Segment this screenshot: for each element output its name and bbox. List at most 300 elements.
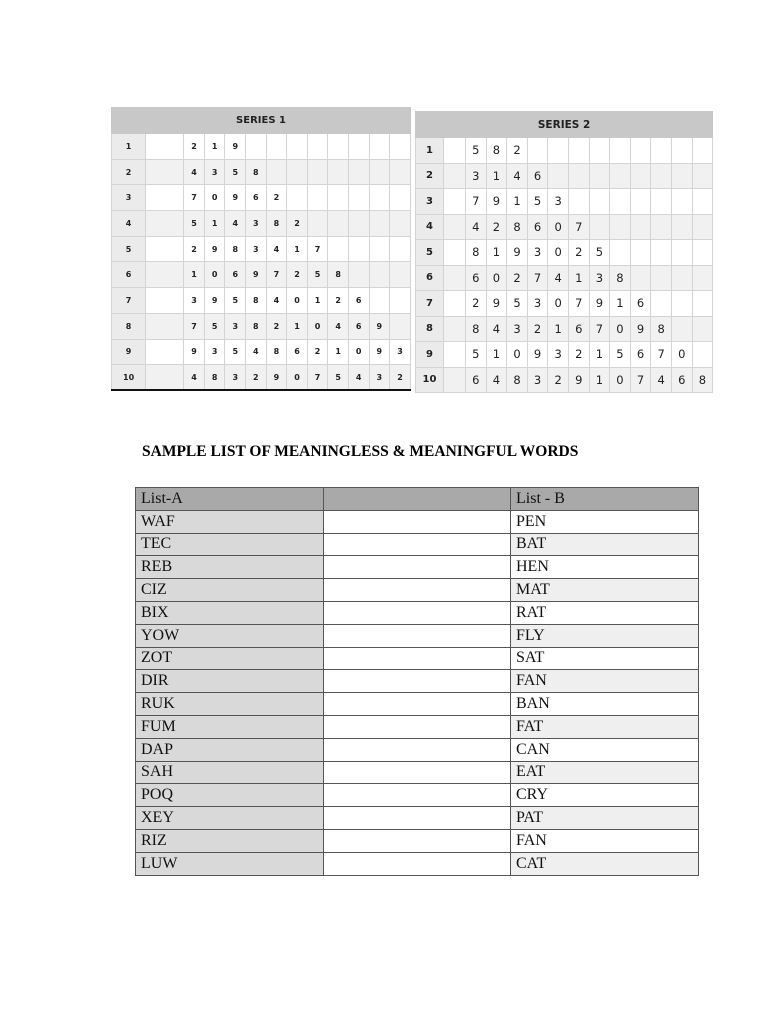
series-2-row	[416, 291, 713, 317]
series-2-digit-cell: 9	[568, 367, 589, 393]
series-1-digit-cell: 9	[184, 339, 205, 365]
word-row	[136, 761, 699, 784]
series-2-digit-cell: 0	[486, 265, 507, 291]
series-2-table	[415, 111, 713, 393]
series-1-table	[111, 107, 411, 391]
series-1-digit-cell	[328, 134, 349, 160]
list-b-word: EAT	[511, 761, 699, 784]
list-a-word: ZOT	[136, 647, 324, 670]
series-1-spacer-cell	[146, 313, 184, 339]
series-1-row-number: 9	[112, 339, 146, 365]
list-b-word: CAT	[511, 852, 699, 875]
middle-blank-cell	[324, 647, 511, 670]
series-1-digit-cell	[369, 211, 390, 237]
series-2-digit-cell: 9	[589, 291, 610, 317]
series-2-digit-cell: 3	[589, 265, 610, 291]
series-1-spacer-cell	[146, 288, 184, 314]
series-1-digit-cell	[246, 134, 267, 160]
series-2-row-number: 6	[416, 265, 444, 291]
series-1-digit-cell	[307, 185, 328, 211]
series-2-digit-cell	[692, 291, 713, 317]
series-2-digit-cell: 3	[548, 342, 569, 368]
series-1-digit-cell: 2	[390, 365, 411, 391]
list-b-word: FLY	[511, 624, 699, 647]
middle-blank-cell	[324, 693, 511, 716]
series-1-digit-cell	[348, 262, 369, 288]
series-1-digit-cell: 1	[204, 134, 225, 160]
series-2-row	[416, 163, 713, 189]
series-2-row	[416, 367, 713, 393]
series-2-digit-cell	[610, 163, 631, 189]
list-b-word: HEN	[511, 556, 699, 579]
series-1-digit-cell: 3	[390, 339, 411, 365]
list-a-word: REB	[136, 556, 324, 579]
series-1-digit-cell: 8	[266, 339, 287, 365]
series-1-spacer-cell	[146, 159, 184, 185]
series-2-row-number: 9	[416, 342, 444, 368]
series-2-digit-cell: 1	[610, 291, 631, 317]
series-1-digit-cell	[390, 313, 411, 339]
word-row	[136, 829, 699, 852]
series-1-digit-cell: 4	[184, 365, 205, 391]
series-2-spacer-cell	[444, 342, 466, 368]
series-2-spacer-cell	[444, 214, 466, 240]
series-2-digit-cell: 8	[692, 367, 713, 393]
series-2-spacer-cell	[444, 163, 466, 189]
series-1-digit-cell: 6	[287, 339, 308, 365]
series-2-digit-cell	[651, 138, 672, 164]
series-1-digit-cell	[307, 134, 328, 160]
series-1-digit-cell	[390, 159, 411, 185]
series-1-digit-cell: 9	[246, 262, 267, 288]
series-2-digit-cell: 6	[527, 214, 548, 240]
series-1-digit-cell	[369, 236, 390, 262]
series-2-spacer-cell	[444, 138, 466, 164]
series-2-digit-cell	[630, 240, 651, 266]
series-1-digit-cell: 2	[287, 262, 308, 288]
series-2-digit-cell: 8	[610, 265, 631, 291]
series-1-digit-cell	[307, 159, 328, 185]
series-2-digit-cell: 8	[466, 316, 487, 342]
series-1-digit-cell: 4	[266, 288, 287, 314]
list-b-word: CRY	[511, 784, 699, 807]
middle-blank-cell	[324, 556, 511, 579]
series-2-spacer-cell	[444, 240, 466, 266]
series-2-row	[416, 265, 713, 291]
word-row	[136, 852, 699, 875]
list-a-word: RUK	[136, 693, 324, 716]
series-1-digit-cell: 5	[225, 288, 246, 314]
word-row	[136, 738, 699, 761]
series-1-digit-cell: 0	[287, 288, 308, 314]
series-1-digit-cell: 7	[184, 313, 205, 339]
series-2-digit-cell: 6	[568, 316, 589, 342]
series-1-digit-cell: 8	[246, 288, 267, 314]
series-2-digit-cell	[671, 138, 692, 164]
series-1-digit-cell: 7	[266, 262, 287, 288]
series-2-digit-cell: 6	[671, 367, 692, 393]
series-2-digit-cell	[692, 240, 713, 266]
series-1-digit-cell: 4	[328, 313, 349, 339]
series-1-digit-cell: 9	[225, 134, 246, 160]
list-b-word: CAN	[511, 738, 699, 761]
series-1-digit-cell: 2	[266, 185, 287, 211]
series-1-digit-cell: 1	[204, 211, 225, 237]
middle-blank-cell	[324, 670, 511, 693]
series-2-digit-cell: 8	[466, 240, 487, 266]
list-b-word: RAT	[511, 601, 699, 624]
series-2-digit-cell: 1	[486, 342, 507, 368]
series-1-row	[112, 134, 411, 160]
series-1-digit-cell: 3	[184, 288, 205, 314]
series-2-digit-cell	[610, 214, 631, 240]
series-1-digit-cell: 8	[204, 365, 225, 391]
series-2-digit-cell: 3	[548, 189, 569, 215]
series-1-digit-cell: 6	[348, 288, 369, 314]
series-2-digit-cell	[548, 138, 569, 164]
series-2-digit-cell: 0	[671, 342, 692, 368]
series-2-digit-cell	[692, 342, 713, 368]
series-1-digit-cell: 8	[328, 262, 349, 288]
series-2-digit-cell: 0	[610, 316, 631, 342]
word-row	[136, 533, 699, 556]
series-2-digit-cell	[692, 163, 713, 189]
series-2-digit-cell	[630, 214, 651, 240]
series-2-digit-cell: 6	[630, 291, 651, 317]
series-2-digit-cell: 2	[507, 265, 528, 291]
series-2-digit-cell: 5	[589, 240, 610, 266]
series-2-digit-cell: 4	[486, 367, 507, 393]
list-a-word: DIR	[136, 670, 324, 693]
middle-blank-cell	[324, 601, 511, 624]
series-1-digit-cell	[348, 236, 369, 262]
series-2-digit-cell: 6	[466, 265, 487, 291]
series-1-digit-cell: 8	[225, 236, 246, 262]
series-2-spacer-cell	[444, 316, 466, 342]
series-1-row-number: 1	[112, 134, 146, 160]
series-2-digit-cell: 8	[486, 138, 507, 164]
series-2-digit-cell: 4	[548, 265, 569, 291]
series-1-spacer-cell	[146, 236, 184, 262]
series-2-digit-cell: 1	[486, 240, 507, 266]
series-2-digit-cell: 5	[466, 138, 487, 164]
series-2-digit-cell	[651, 240, 672, 266]
series-2-row	[416, 342, 713, 368]
series-2-digit-cell: 8	[651, 316, 672, 342]
series-1-digit-cell: 6	[348, 313, 369, 339]
series-1-digit-cell: 1	[307, 288, 328, 314]
series-1-row	[112, 288, 411, 314]
series-1-digit-cell: 3	[246, 236, 267, 262]
series-1-digit-cell	[390, 134, 411, 160]
series-1-digit-cell	[390, 211, 411, 237]
word-row	[136, 647, 699, 670]
series-2-digit-cell: 0	[548, 291, 569, 317]
list-a-word: BIX	[136, 601, 324, 624]
series-1-digit-cell	[348, 134, 369, 160]
list-b-word: FAT	[511, 715, 699, 738]
series-2-digit-cell: 3	[527, 367, 548, 393]
series-2-digit-cell	[651, 265, 672, 291]
series-2-digit-cell	[692, 189, 713, 215]
list-a-word: LUW	[136, 852, 324, 875]
series-1-row-number: 2	[112, 159, 146, 185]
series-2-digit-cell: 9	[630, 316, 651, 342]
series-1-digit-cell: 6	[225, 262, 246, 288]
series-1-digit-cell: 9	[369, 313, 390, 339]
series-1-digit-cell	[390, 262, 411, 288]
middle-blank-cell	[324, 738, 511, 761]
series-1-digit-cell: 9	[369, 339, 390, 365]
series-2-digit-cell	[568, 189, 589, 215]
series-1-digit-cell	[348, 185, 369, 211]
series-1-digit-cell: 3	[204, 159, 225, 185]
list-a-word: WAF	[136, 510, 324, 533]
series-2-digit-cell	[651, 214, 672, 240]
series-2-digit-cell: 3	[527, 291, 548, 317]
series-1-row-number: 4	[112, 211, 146, 237]
series-2-digit-cell: 1	[589, 342, 610, 368]
word-row	[136, 693, 699, 716]
series-2-digit-cell	[630, 265, 651, 291]
list-b-word: SAT	[511, 647, 699, 670]
series-2-digit-cell	[651, 189, 672, 215]
series-2-digit-cell: 2	[507, 138, 528, 164]
list-b-word: BAN	[511, 693, 699, 716]
series-1-spacer-cell	[146, 134, 184, 160]
series-1-row	[112, 313, 411, 339]
series-2-digit-cell: 3	[507, 316, 528, 342]
series-1-row	[112, 236, 411, 262]
series-1-digit-cell: 8	[266, 211, 287, 237]
series-2-digit-cell	[589, 189, 610, 215]
series-2-digit-cell	[630, 138, 651, 164]
series-1-title: SERIES 1	[112, 108, 411, 134]
series-1-row-number: 10	[112, 365, 146, 391]
series-1-digit-cell: 3	[225, 365, 246, 391]
series-1-spacer-cell	[146, 262, 184, 288]
middle-header	[324, 488, 511, 511]
series-1-digit-cell	[390, 288, 411, 314]
series-1-digit-cell: 2	[184, 134, 205, 160]
series-1-digit-cell: 8	[246, 159, 267, 185]
series-1-digit-cell: 9	[266, 365, 287, 391]
series-1-digit-cell: 3	[246, 211, 267, 237]
series-2-digit-cell: 7	[527, 265, 548, 291]
series-2-digit-cell: 0	[548, 214, 569, 240]
series-1-row-number: 6	[112, 262, 146, 288]
series-1-digit-cell: 5	[204, 313, 225, 339]
series-1-digit-cell: 3	[204, 339, 225, 365]
list-a-word: YOW	[136, 624, 324, 647]
series-1-digit-cell: 5	[328, 365, 349, 391]
series-1-spacer-cell	[146, 365, 184, 391]
series-2-digit-cell: 2	[568, 342, 589, 368]
middle-blank-cell	[324, 829, 511, 852]
series-1-digit-cell	[369, 159, 390, 185]
series-1-digit-cell	[328, 236, 349, 262]
series-1-digit-cell	[266, 134, 287, 160]
word-list-table	[135, 487, 699, 876]
series-2-row	[416, 214, 713, 240]
series-1-digit-cell: 2	[184, 236, 205, 262]
list-a-word: RIZ	[136, 829, 324, 852]
series-2-row-number: 5	[416, 240, 444, 266]
series-1-digit-cell: 9	[204, 236, 225, 262]
series-1-digit-cell: 5	[184, 211, 205, 237]
series-2-digit-cell: 2	[548, 367, 569, 393]
series-1-digit-cell	[369, 288, 390, 314]
word-row	[136, 556, 699, 579]
series-1-digit-cell	[287, 159, 308, 185]
series-2-digit-cell: 4	[651, 367, 672, 393]
list-a-word: DAP	[136, 738, 324, 761]
series-2-digit-cell	[671, 316, 692, 342]
series-1-digit-cell	[369, 185, 390, 211]
list-a-word: CIZ	[136, 579, 324, 602]
series-2-digit-cell: 4	[466, 214, 487, 240]
list-a-word: POQ	[136, 784, 324, 807]
series-1-row	[112, 159, 411, 185]
series-2-row-number: 2	[416, 163, 444, 189]
series-1-digit-cell: 1	[287, 236, 308, 262]
word-row	[136, 624, 699, 647]
series-1-digit-cell	[266, 159, 287, 185]
middle-blank-cell	[324, 715, 511, 738]
series-2-digit-cell	[692, 265, 713, 291]
series-2-digit-cell	[589, 163, 610, 189]
series-1-row-number: 3	[112, 185, 146, 211]
series-1-digit-cell	[328, 185, 349, 211]
series-2-digit-cell	[651, 163, 672, 189]
series-1-digit-cell	[348, 159, 369, 185]
series-2-digit-cell	[671, 214, 692, 240]
middle-blank-cell	[324, 852, 511, 875]
series-1-digit-cell	[348, 211, 369, 237]
series-2-digit-cell	[651, 291, 672, 317]
series-2-digit-cell: 5	[466, 342, 487, 368]
word-row	[136, 807, 699, 830]
series-2-digit-cell	[671, 189, 692, 215]
series-1-digit-cell: 4	[348, 365, 369, 391]
series-2-digit-cell: 5	[610, 342, 631, 368]
list-a-word: TEC	[136, 533, 324, 556]
series-2-digit-cell: 9	[527, 342, 548, 368]
series-2-digit-cell	[568, 138, 589, 164]
series-2-row-number: 4	[416, 214, 444, 240]
series-2-digit-cell	[671, 240, 692, 266]
series-1-digit-cell: 4	[246, 339, 267, 365]
series-1-digit-cell: 1	[287, 313, 308, 339]
series-1-digit-cell: 5	[225, 159, 246, 185]
series-2-digit-cell: 2	[568, 240, 589, 266]
series-2-digit-cell: 3	[466, 163, 487, 189]
series-2-digit-cell: 2	[486, 214, 507, 240]
middle-blank-cell	[324, 624, 511, 647]
series-1-digit-cell: 2	[266, 313, 287, 339]
word-list-header-row	[136, 488, 699, 511]
series-1-digit-cell	[390, 236, 411, 262]
series-2-row	[416, 189, 713, 215]
word-row	[136, 579, 699, 602]
series-2-digit-cell: 2	[466, 291, 487, 317]
series-2-digit-cell	[589, 214, 610, 240]
series-2-digit-cell	[671, 291, 692, 317]
series-1-digit-cell: 7	[184, 185, 205, 211]
series-2-digit-cell	[692, 214, 713, 240]
series-2-digit-cell	[692, 138, 713, 164]
series-2-row-number: 8	[416, 316, 444, 342]
list-b-word: BAT	[511, 533, 699, 556]
series-1-digit-cell	[390, 185, 411, 211]
series-1-digit-cell: 6	[246, 185, 267, 211]
series-1-digit-cell	[328, 159, 349, 185]
word-row	[136, 784, 699, 807]
series-2-digit-cell	[610, 138, 631, 164]
series-1-digit-cell: 0	[348, 339, 369, 365]
series-1-row	[112, 211, 411, 237]
series-2-digit-cell: 7	[630, 367, 651, 393]
middle-blank-cell	[324, 784, 511, 807]
list-a-word: FUM	[136, 715, 324, 738]
list-a-header: List-A	[136, 488, 324, 511]
series-1-row	[112, 185, 411, 211]
series-2-row-number: 1	[416, 138, 444, 164]
series-1-digit-cell: 7	[307, 365, 328, 391]
series-2-digit-cell: 6	[527, 163, 548, 189]
series-2-digit-cell	[630, 189, 651, 215]
series-1-digit-cell: 2	[246, 365, 267, 391]
series-1-row	[112, 339, 411, 365]
series-1-spacer-cell	[146, 185, 184, 211]
series-1-digit-cell: 3	[369, 365, 390, 391]
series-2-digit-cell: 9	[486, 291, 507, 317]
word-row	[136, 670, 699, 693]
series-2-row-number: 10	[416, 367, 444, 393]
series-2-spacer-cell	[444, 265, 466, 291]
series-1-digit-cell: 1	[184, 262, 205, 288]
series-1-row	[112, 262, 411, 288]
series-1-digit-cell	[369, 134, 390, 160]
series-2-digit-cell	[671, 163, 692, 189]
series-1-row-number: 8	[112, 313, 146, 339]
series-2-row-number: 7	[416, 291, 444, 317]
series-1-digit-cell: 2	[287, 211, 308, 237]
series-2-digit-cell: 1	[486, 163, 507, 189]
series-1-digit-cell	[369, 262, 390, 288]
list-b-header: List - B	[511, 488, 699, 511]
word-row	[136, 715, 699, 738]
series-2-digit-cell: 1	[507, 189, 528, 215]
series-1-digit-cell: 4	[225, 211, 246, 237]
series-2-row	[416, 240, 713, 266]
series-1-digit-cell: 2	[307, 339, 328, 365]
series-2-digit-cell: 0	[548, 240, 569, 266]
series-1-spacer-cell	[146, 339, 184, 365]
series-1-digit-cell: 8	[246, 313, 267, 339]
list-b-word: PAT	[511, 807, 699, 830]
series-2-digit-cell: 7	[466, 189, 487, 215]
series-1-digit-cell: 5	[225, 339, 246, 365]
series-2-row	[416, 316, 713, 342]
word-list-title: SAMPLE LIST OF MEANINGLESS & MEANINGFUL WORDS	[142, 443, 579, 460]
series-2-digit-cell	[610, 240, 631, 266]
series-2-spacer-cell	[444, 189, 466, 215]
middle-blank-cell	[324, 533, 511, 556]
list-a-word: SAH	[136, 761, 324, 784]
series-1-digit-cell: 4	[266, 236, 287, 262]
series-2-digit-cell: 6	[466, 367, 487, 393]
